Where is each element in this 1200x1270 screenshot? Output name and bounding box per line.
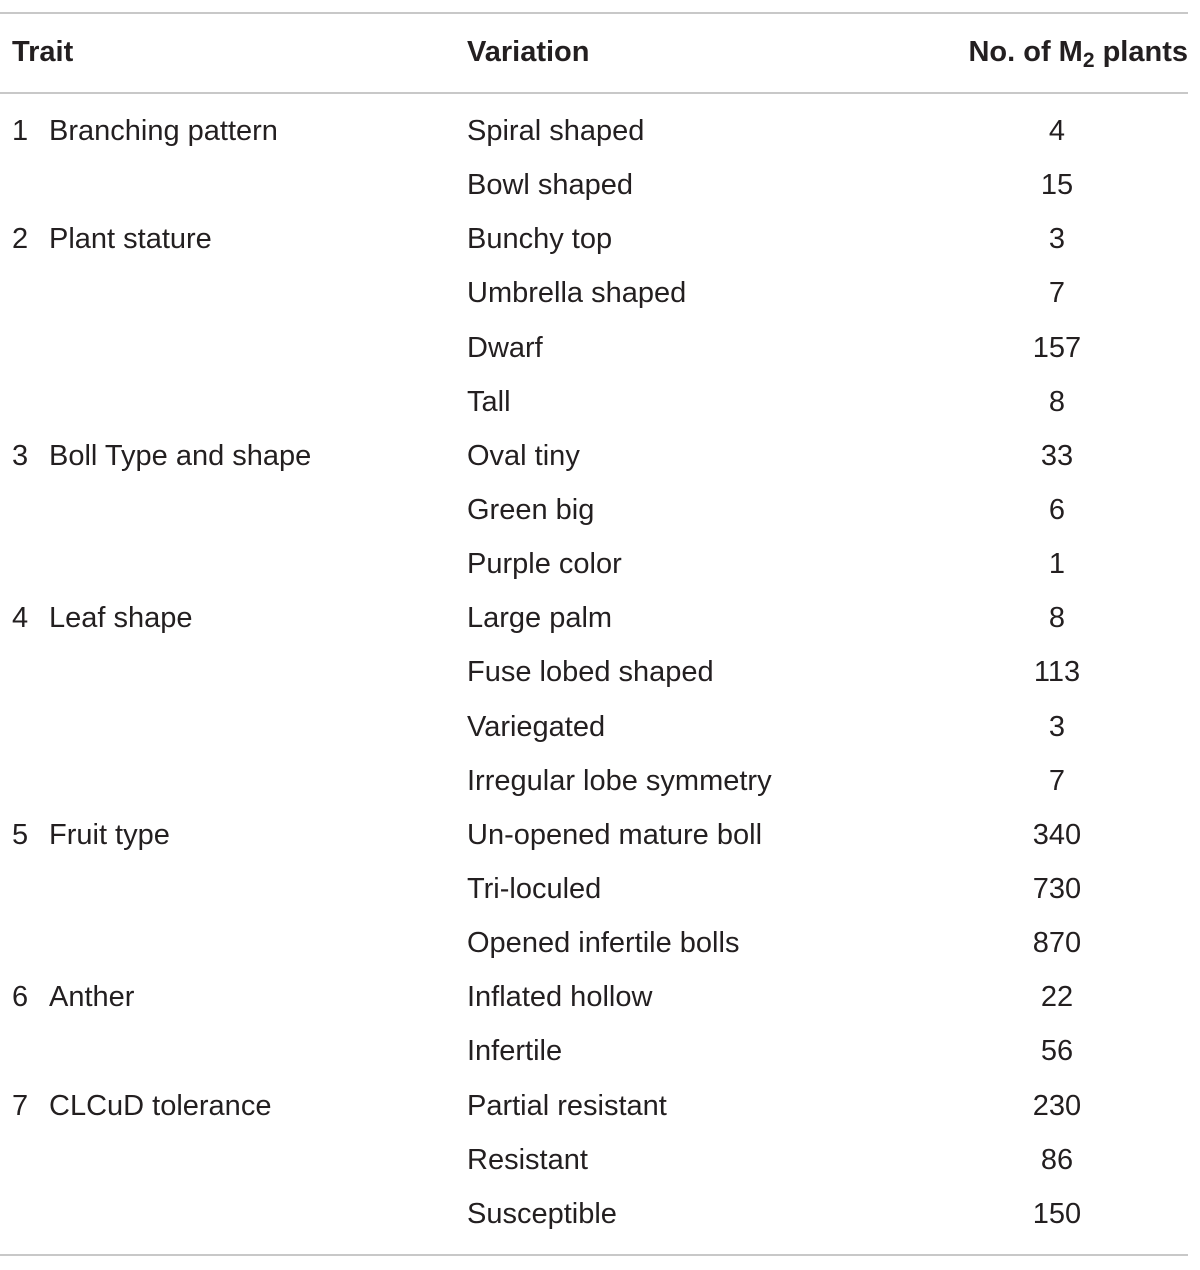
variation-cell: Purple color — [467, 548, 622, 581]
trait-name: Boll Type and shape — [49, 439, 312, 472]
trait-number: 5 — [12, 818, 29, 851]
trait-name: CLCuD tolerance — [49, 1089, 272, 1122]
variation-cell: Infertile — [467, 1035, 563, 1068]
trait-name: Anther — [49, 981, 135, 1014]
variation-cell: Tall — [467, 385, 511, 418]
count-cell: 6 — [1048, 493, 1066, 526]
header-count-prefix: No. of M — [968, 36, 1083, 68]
variation-cell: Partial resistant — [467, 1089, 667, 1122]
variation-cell: Bowl shaped — [467, 169, 634, 202]
count-cell: 150 — [1032, 1197, 1082, 1230]
table-row — [0, 1190, 1188, 1244]
count-cell: 340 — [1032, 818, 1082, 851]
count-cell: 8 — [1048, 385, 1066, 418]
variation-cell: Resistant — [467, 1143, 588, 1176]
table-row — [0, 648, 1188, 702]
table-body — [0, 107, 1188, 1244]
table-row — [0, 107, 1188, 161]
table-row — [0, 594, 1188, 648]
variation-cell: Green big — [467, 493, 595, 526]
variation-cell: Spiral shaped — [467, 115, 645, 147]
variation-cell: Large palm — [467, 602, 613, 635]
count-cell: 33 — [1040, 439, 1074, 472]
table-row — [0, 1027, 1188, 1081]
count-cell: 157 — [1032, 331, 1082, 364]
table-row — [0, 432, 1188, 486]
table-row — [0, 378, 1188, 432]
trait-name: Branching pattern — [49, 115, 278, 147]
bottom-rule — [0, 1254, 1188, 1256]
count-cell: 1 — [1048, 548, 1066, 581]
table-row — [0, 486, 1188, 540]
variation-cell: Umbrella shaped — [467, 277, 687, 310]
count-cell: 7 — [1048, 277, 1066, 310]
trait-name: Plant stature — [49, 223, 212, 256]
trait-name: Fruit type — [49, 818, 170, 851]
table-row — [0, 161, 1188, 215]
trait-number: 6 — [12, 981, 29, 1014]
header-count-suffix: plants — [1094, 36, 1188, 68]
count-cell: 870 — [1032, 927, 1082, 960]
count-cell: 15 — [1040, 169, 1074, 202]
trait-number: 3 — [12, 439, 29, 472]
count-cell: 4 — [1048, 115, 1066, 147]
header-count-subscript: 2 — [1082, 49, 1095, 72]
table-row — [0, 324, 1188, 378]
header-rule — [0, 92, 1188, 94]
count-cell: 8 — [1048, 602, 1066, 635]
variation-cell: Un-opened mature boll — [467, 818, 763, 851]
trait-number: 4 — [12, 602, 29, 635]
variation-cell: Dwarf — [467, 331, 543, 364]
variation-cell: Inflated hollow — [467, 981, 653, 1014]
header-count — [968, 36, 1188, 73]
count-cell: 3 — [1048, 710, 1066, 743]
trait-name: Leaf shape — [49, 602, 193, 635]
count-cell: 56 — [1040, 1035, 1074, 1068]
trait-number: 2 — [12, 223, 29, 256]
header-trait: Trait — [12, 36, 74, 68]
table-row — [0, 865, 1188, 919]
variation-cell: Bunchy top — [467, 223, 613, 256]
table-row — [0, 269, 1188, 323]
table-row — [0, 1136, 1188, 1190]
variation-cell: Irregular lobe symmetry — [467, 764, 772, 797]
count-cell: 7 — [1048, 764, 1066, 797]
table-header — [0, 14, 1188, 92]
table-row — [0, 757, 1188, 811]
count-cell: 3 — [1048, 223, 1066, 256]
count-cell: 86 — [1040, 1143, 1074, 1176]
table-row — [0, 1082, 1188, 1136]
count-cell: 22 — [1040, 981, 1074, 1014]
table-row — [0, 540, 1188, 594]
variation-cell: Oval tiny — [467, 439, 580, 472]
trait-number: 1 — [12, 115, 29, 147]
header-variation: Variation — [467, 36, 590, 68]
count-cell: 230 — [1032, 1089, 1082, 1122]
table-row — [0, 811, 1188, 865]
variation-cell: Tri-loculed — [467, 872, 602, 905]
table-row — [0, 215, 1188, 269]
table-row — [0, 973, 1188, 1027]
variation-cell: Opened infertile bolls — [467, 927, 740, 960]
table-row — [0, 919, 1188, 973]
count-cell: 730 — [1032, 872, 1082, 905]
trait-number: 7 — [12, 1089, 29, 1122]
variation-cell: Fuse lobed shaped — [467, 656, 714, 689]
table-row — [0, 703, 1188, 757]
count-cell: 113 — [1033, 656, 1081, 689]
variation-cell: Variegated — [467, 710, 606, 743]
variation-cell: Susceptible — [467, 1197, 617, 1230]
